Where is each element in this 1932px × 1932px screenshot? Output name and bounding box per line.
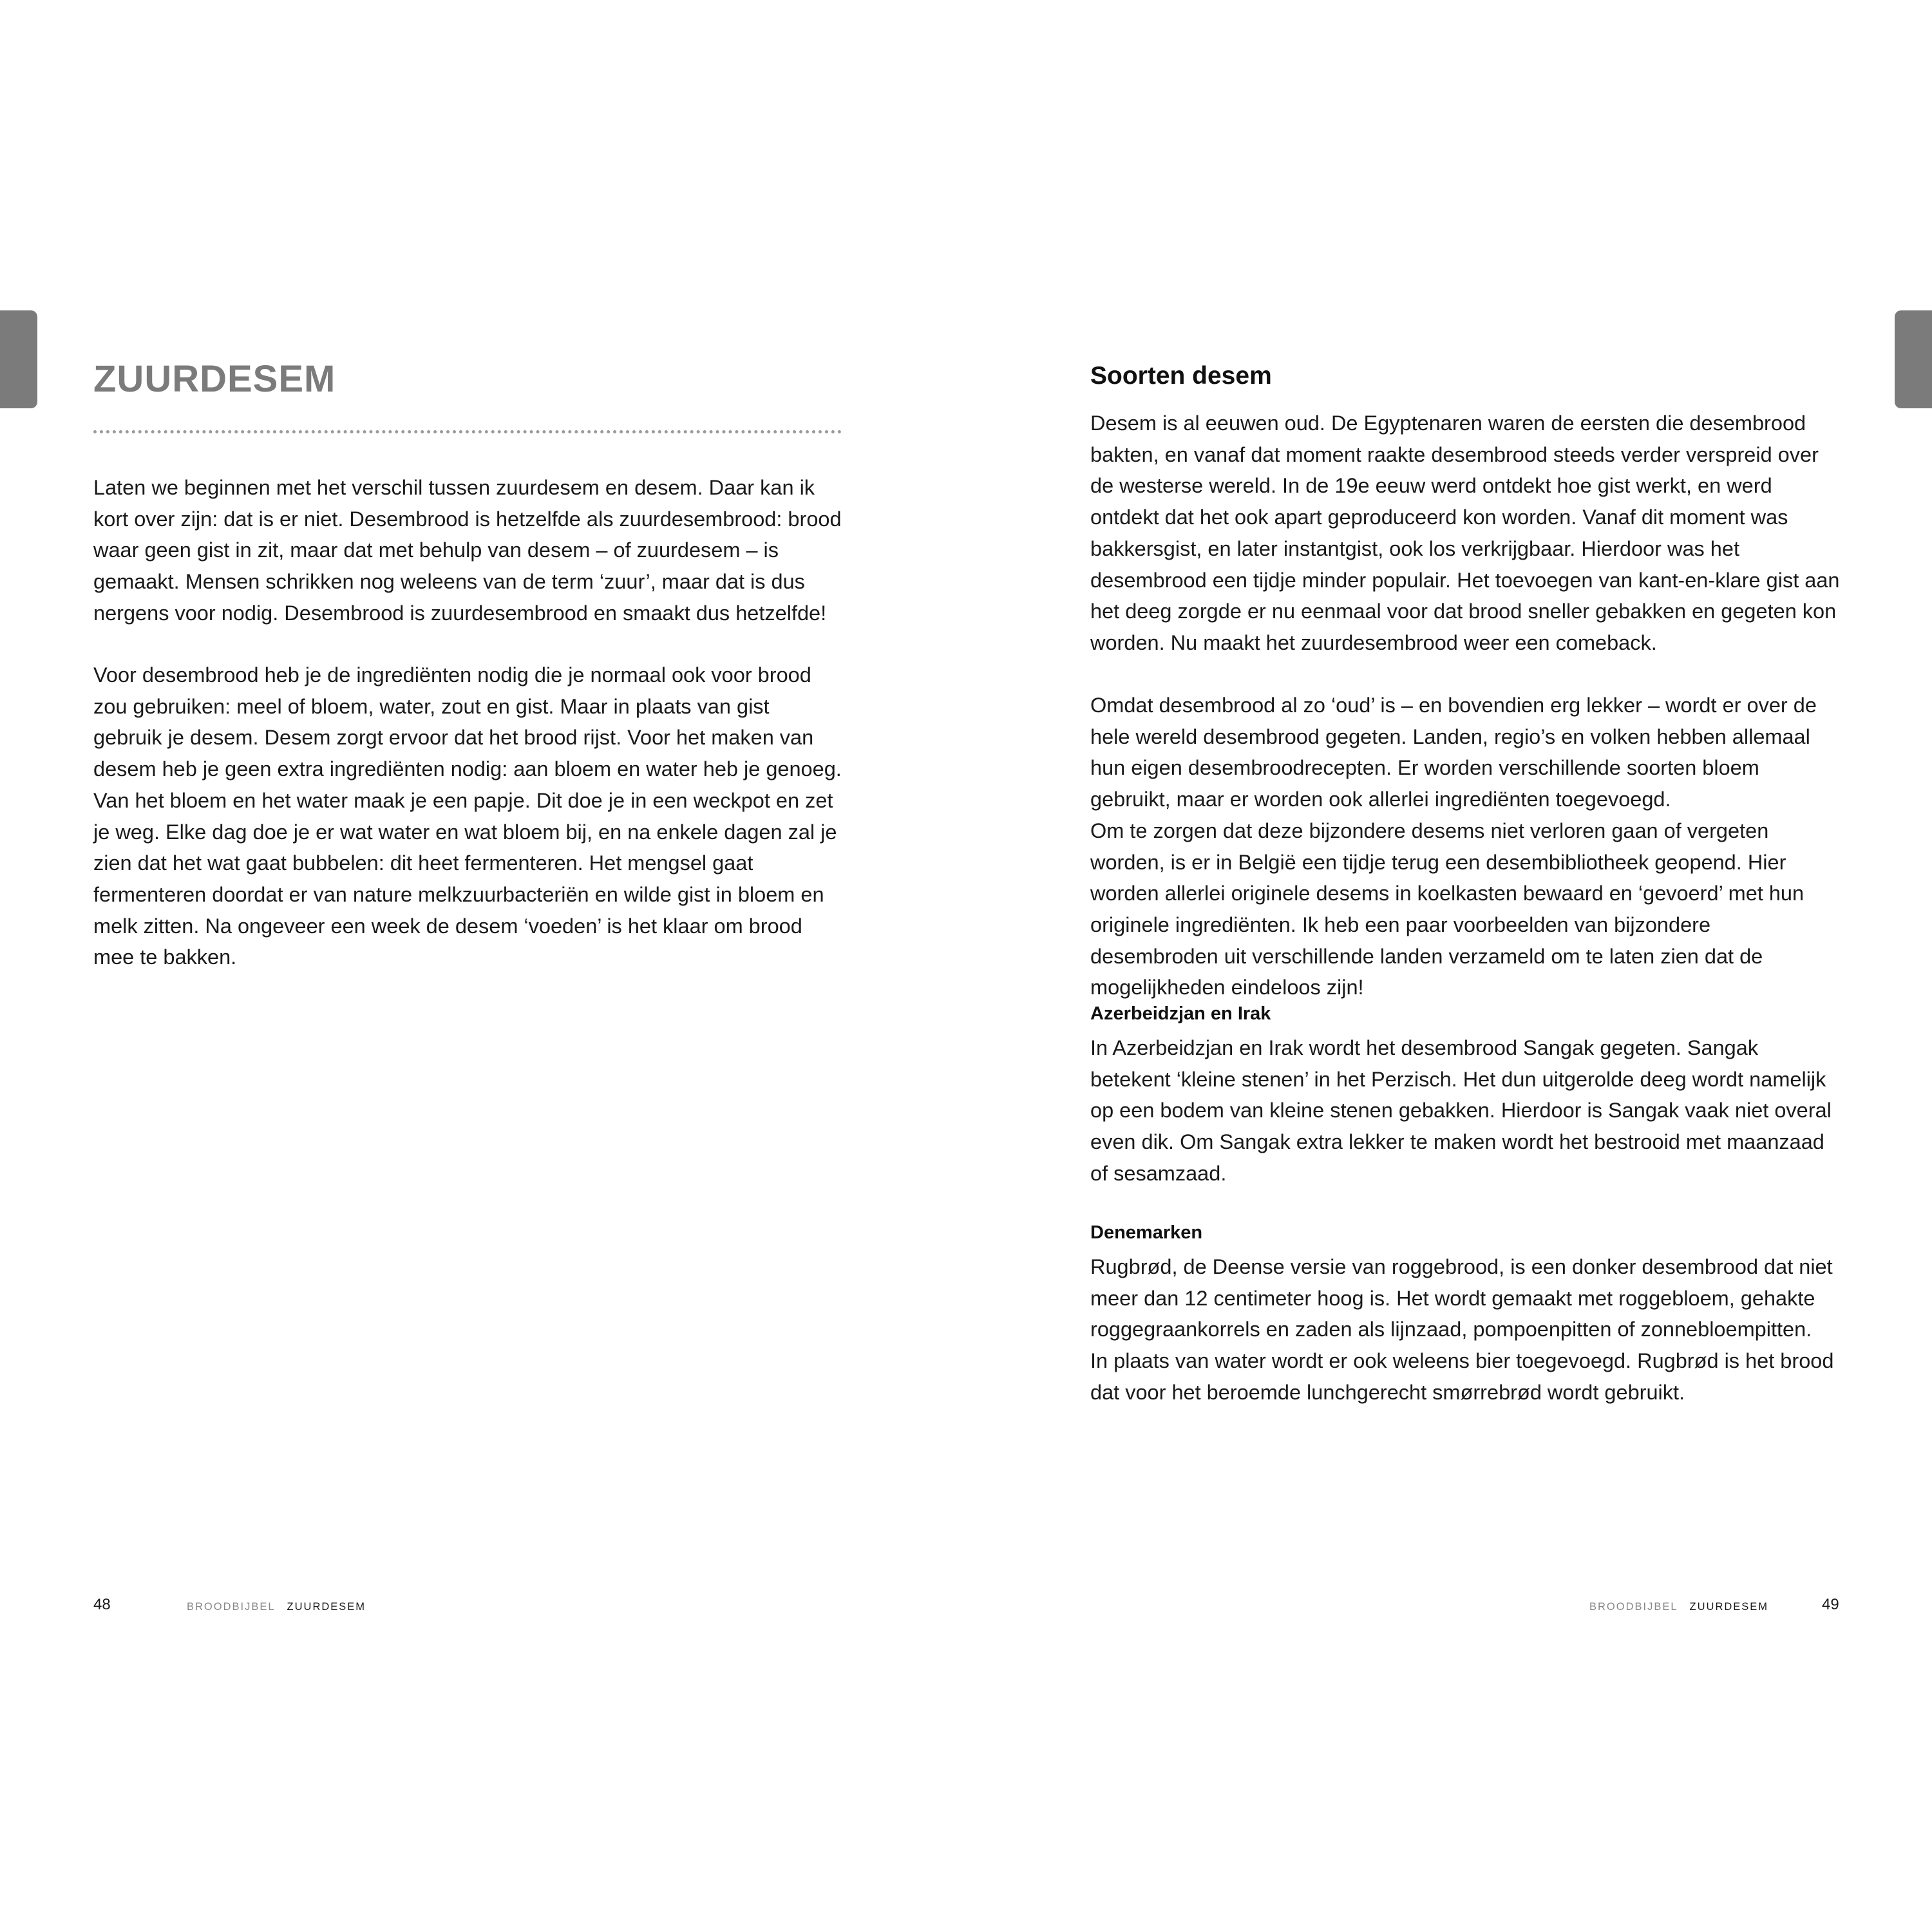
right-paragraph-1: Desem is al eeuwen oud. De Egyptenaren waren de eersten die desembrood bakten, en vanaf dat moment raakte desembrood steeds verder verspreid over de westerse wereld. In de 19e eeuw werd ontdekt hoe gist werkt, en werd ontdekt dat het ook apart geproduceerd kon worden. Vanaf dit moment was bakkersgist, en later instantgist, ook los verkrijgbaar. Hierdoor was het desembrood een tijdje minder populair. Het toevoegen van kant-en-klare gist aan het deeg zorgde er nu eenmaal voor dat brood sneller gebakken en gegeten kon worden. Nu maakt het zuurdesembrood weer een comeback. — [1090, 412, 1840, 654]
left-paragraph-1: Laten we beginnen met het verschil tussen zuurdesem en desem. Daar kan ik kort over zijn: dat is er niet. Desembrood is hetzelfde als zuurdesembrood: brood waar geen gist in zit, maar dat met behulp van desem – of zuurdesem – is gemaakt. Mensen schrikken nog weleens van de term ‘zuur’, maar dat is dus nergens voor nodig. Desembrood is zuurdesembrood en smaakt dus hetzelfde! — [93, 476, 842, 625]
subheading-azerbeidzjan: Azerbeidzjan en Irak — [1090, 1003, 1271, 1024]
running-book-left: BROODBIJBEL — [187, 1601, 276, 1613]
left-paragraph-2: Voor desembrood heb je de ingrediënten nodig die je normaal ook voor brood zou gebruiken: meel of bloem, water, zout en gist. Maar in plaats van gist gebruik je desem. Desem zorgt ervoor dat het brood rijst. Voor het maken van desem heb je geen extra ingrediënten nodig: aan bloem en water heb je genoeg. Van het bloem en het water maak je een papje. Dit doe je in een weckpot en zet je weg. Elke dag doe je er wat water en wat bloem bij, en na enkele dagen zal je zien dat het wat gaat bubbelen: dit heet fermenteren. Het mengsel gaat fermenteren doordat er van nature melkzuurbacteriën en wilde gist in bloem en melk zitten. Na ongeveer een week de desem ‘voeden’ is het klaar om brood mee te bakken. — [93, 663, 842, 969]
running-chapter-right: ZUURDESEM — [1689, 1601, 1769, 1613]
running-chapter-left: ZUURDESEM — [287, 1601, 366, 1613]
chapter-title: ZUURDESEM — [93, 358, 336, 400]
chapter-tab-right — [1895, 310, 1932, 408]
subheading-denemarken: Denemarken — [1090, 1222, 1203, 1243]
chapter-tab-left — [0, 310, 37, 408]
running-header-left — [187, 1602, 366, 1613]
subsection-text-azerbeidzjan: In Azerbeidzjan en Irak wordt het desembrood Sangak gegeten. Sangak betekent ‘kleine stenen’ in het Perzisch. Het dun uitgerolde deeg wordt namelijk op een bodem van kleine stenen gebakken. Hierdoor is Sangak vaak niet overal even dik. Om Sangak extra lekker te maken wordt het bestrooid met maanzaad of sesamzaad. — [1090, 1036, 1832, 1185]
page-number-right: 49 — [1822, 1596, 1839, 1613]
page-number-left: 48 — [93, 1596, 111, 1613]
right-paragraph-2: Omdat desembrood al zo ‘oud’ is – en bovendien erg lekker – wordt er over de hele wereld desembrood gegeten. Landen, regio’s en volken hebben allemaal hun eigen desembroodrecepten. Er worden verschillende soorten bloem gebruikt, maar er worden ook allerlei ingrediënten toegevoegd. Om te zorgen dat deze bijzondere desems niet verloren gaan of vergeten worden, is er in België een tijdje terug een desembibliotheek geopend. Hier worden allerlei originele desems in koelkasten bewaard en ‘gevoerd’ met hun originele ingrediënten. Ik heb een paar voorbeelden van bijzondere desembroden uit verschillende landen verzameld om te laten zien dat de mogelijkheden eindeloos zijn! — [1090, 694, 1817, 999]
section-heading: Soorten desem — [1090, 362, 1272, 390]
dotted-divider — [93, 430, 842, 433]
subsection-text-denemarken: Rugbrød, de Deense versie van roggebrood, is een donker desembrood dat niet meer dan 12 centimeter hoog is. Het wordt gemaakt met roggebloem, gehakte roggegraankorrels en zaden als lijnzaad, pompoenpitten of zonnebloempitten. In plaats van water wordt er ook weleens bier toegevoegd. Rugbrød is het brood dat voor het beroemde lunchgerecht smørrebrød wordt gebruikt. — [1090, 1255, 1834, 1404]
running-header-right — [1589, 1602, 1768, 1613]
running-book-right: BROODBIJBEL — [1589, 1601, 1678, 1613]
